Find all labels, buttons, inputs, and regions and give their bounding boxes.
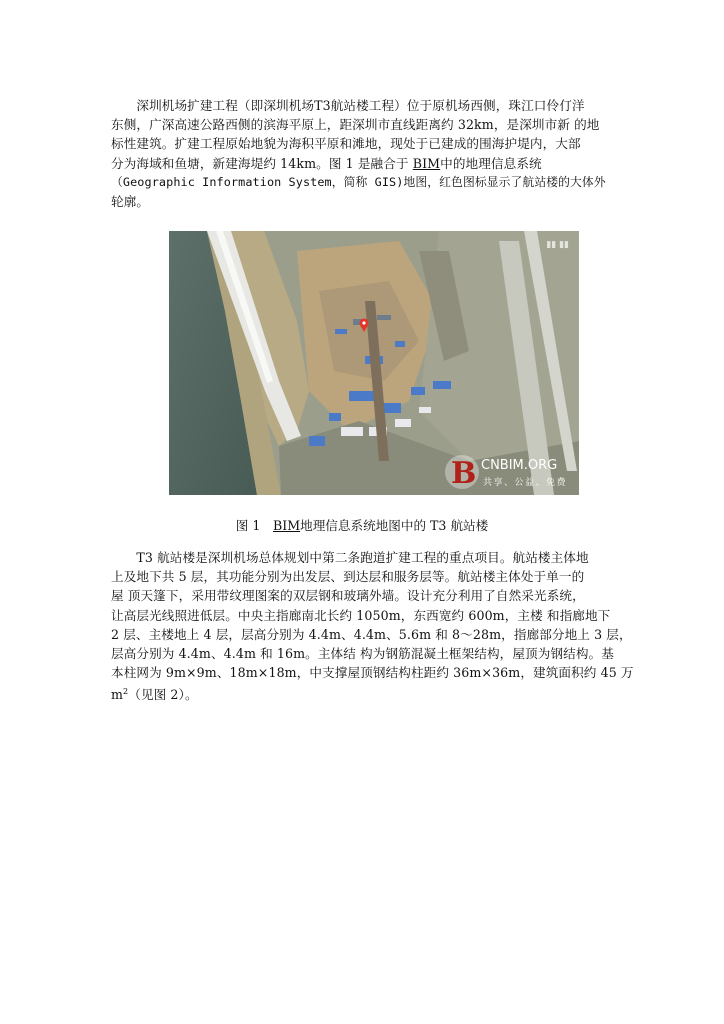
text-line: T3 航站楼是深圳机场总体规划中第二条跑道扩建工程的重点项目。航站楼主体地	[111, 550, 589, 565]
watermark-title: CNBIM.ORG	[481, 458, 558, 473]
text-segment: 分为海域和鱼塘，新建海堤约 14km。图 1 是融合于	[111, 155, 413, 171]
area-unit-superscript: 2	[123, 687, 129, 697]
caption-text: 地理信息系统地图中的 T3 航站楼	[300, 518, 489, 533]
text-line: （Geographic Information System，简称 GIS)地图，红色图标显示了航站楼的大体外	[111, 174, 606, 189]
text-line: 层高分别为 4.4m、4.4m 和 16m。主体结 构为钢筋混凝土框架结构，屋顶为钢结构。基	[111, 646, 614, 662]
caption-prefix: 图 1	[235, 518, 273, 533]
text-line	[111, 154, 615, 173]
intro-paragraph	[111, 96, 615, 211]
gis-satellite-map	[169, 231, 579, 495]
t3-description-paragraph	[111, 548, 634, 705]
text-line: 2 层、主楼地上 4 层，层高分别为 4.4m、4.4m、5.6m 和 8～28m，指廊部分地上 3 层，	[111, 626, 632, 642]
text-line: 轮廓。	[111, 194, 150, 210]
caption-bim-link[interactable]: BIM	[272, 518, 301, 533]
svg-text:▮▮ ▮▮: ▮▮ ▮▮	[546, 240, 569, 250]
text-line: 上及地下共 5 层，其功能分别为出发层、到达层和服务层等。航站楼主体处于单一的	[111, 569, 585, 585]
text-segment: 中的地理信息系统	[440, 155, 542, 171]
text-line: 标性建筑。扩建工程原始地貌为海积平原和滩地，现处于已建成的围海护堤内，大部	[111, 136, 581, 152]
text-line: 东侧，广深高速公路西侧的滨海平原上，距深圳市直线距离约 32km，是深圳市新 的地	[111, 117, 600, 133]
text-line: 屋 顶天篷下，采用带纹理图案的双层钢和玻璃外墙。设计充分利用了自然采光系统，	[111, 588, 585, 604]
text-line: 深圳机场扩建工程（即深圳机场T3航站楼工程）位于原机场西侧，珠江口伶仃洋	[111, 98, 585, 113]
map-image	[169, 231, 579, 495]
watermark-subtitle: 共享、公益、免费	[483, 478, 568, 488]
text-segment: （见图 2）。	[128, 687, 198, 703]
text-line	[111, 682, 615, 704]
text-line: 本柱网为 9m×9m、18m×18m，中支撑屋顶钢结构柱距约 36m×36m，建筑面积约 45 万	[111, 665, 634, 681]
area-unit: m	[111, 687, 124, 703]
figure-caption	[0, 515, 724, 534]
cnbim-logo-letter: B	[451, 456, 477, 491]
text-line: 让高层光线照进低层。中央主指廊南北长约 1050m，东西宽约 600m，主楼 和指廊地下	[111, 607, 611, 623]
bim-link[interactable]: BIM	[412, 155, 441, 171]
